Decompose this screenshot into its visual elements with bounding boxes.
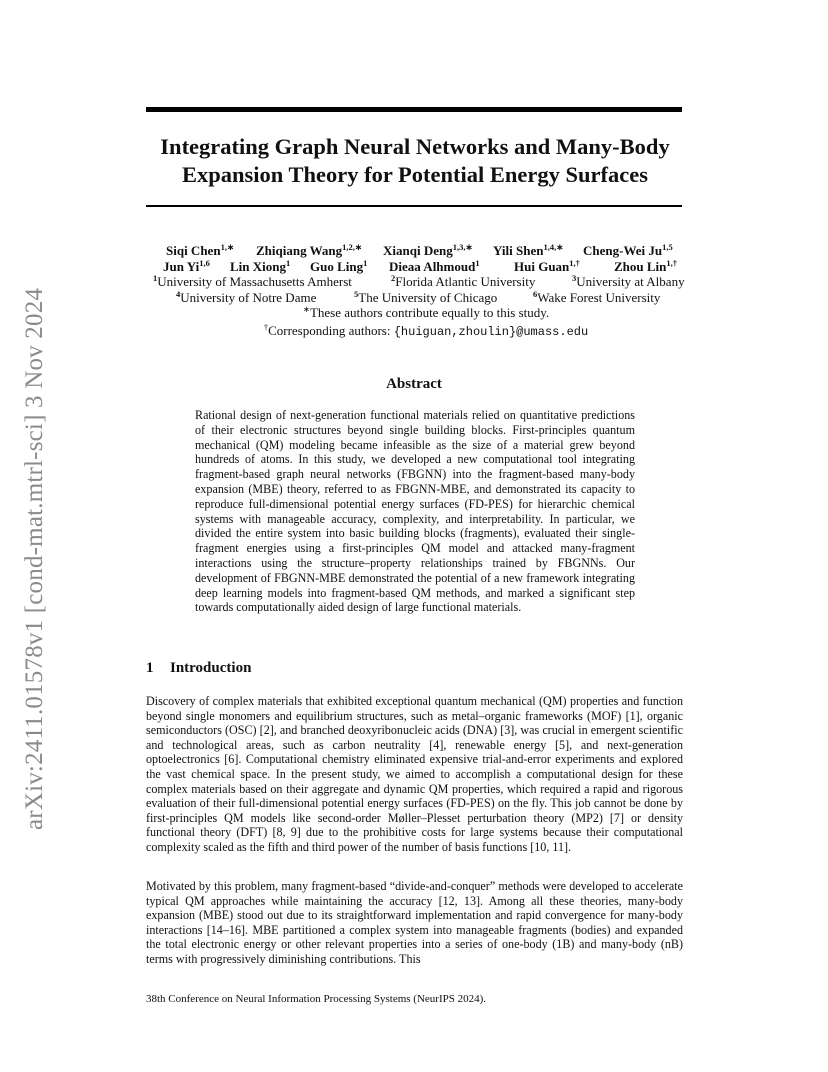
author: Cheng-Wei Ju$^{1,5}$ [583, 242, 673, 258]
affiliation: $^5$The University of Chicago [354, 288, 498, 305]
author: Xianqi Deng$^{1,3,∗}$ [383, 242, 473, 258]
authors-row-1 [146, 243, 706, 259]
equal-contribution-note: ∗These authors contribute equally to this study. [302, 304, 550, 320]
author: Dieaa Alhmoud$^1$ [389, 257, 480, 274]
author: Zhiqiang Wang$^{1,2,∗}$ [256, 242, 362, 258]
author: Hui Guan$^{1,\dagger}$ [514, 257, 580, 274]
section-title: Introduction [170, 660, 252, 676]
author: Zhou Lin$^{1,\dagger}$ [614, 257, 678, 274]
top-rule [146, 107, 682, 112]
corresponding-authors: †Corresponding authors: {huiguan,zhoulin}@umass.edu [263, 321, 589, 339]
email-link[interactable]: {huiguan,zhoulin}@umass.edu [393, 324, 589, 339]
affiliations-row-1 [146, 274, 706, 290]
intro-paragraph-2: Motivated by this problem, many fragment-based “divide-and-conquer” methods were developed to accelerate typical QM approaches while maintaining the accuracy [12, 13]. Among all these theories, many-body expansion (MBE) stood out due to its straightforward implementation and rapid convergence for many-body interactions [14–16]. MBE partitioned a complex system into manageable fragments (bodies) and expanded the total electronic energy or other relevant properties into a series of one-body (1B) and many-body (nB) terms with progressively diminishing contributions. This [146, 879, 683, 966]
section-number: 1 [146, 660, 154, 676]
author: Guo Ling$^1$ [310, 257, 368, 274]
affiliation: $^6$Wake Forest University [533, 288, 661, 305]
author: Yili Shen$^{1,4,∗}$ [493, 242, 564, 258]
conference-footer: 38th Conference on Neural Information Processing Systems (NeurIPS 2024). [146, 993, 487, 1005]
author-block [146, 243, 706, 338]
affiliation: $^2$Florida Atlantic University [391, 273, 536, 289]
affiliation: $^1$University of Massachusetts Amherst [153, 273, 352, 289]
arxiv-stamp[interactable]: arXiv:2411.01578v1 [cond-mat.mtrl-sci] 3 Nov 2024 [21, 287, 48, 830]
affiliations-row-2 [146, 290, 706, 306]
affiliation: $^4$University of Notre Dame [176, 288, 317, 305]
authors-row-2 [146, 259, 706, 275]
paper-title: Integrating Graph Neural Networks and Many-Body Expansion Theory for Potential Energy Surfaces [160, 134, 670, 187]
intro-paragraph-1: Discovery of complex materials that exhibited exceptional quantum mechanical (QM) properties and function beyond single monomers and equilibrium structures, such as metal–organic frameworks (MOF) [1], organic semiconductors (OSC) [2], and branched deoxyribonucleic acids (DNA) [3], was crucial in emergent scientific and technological areas, such as carbon neutrality [4], renewable energy [5], and next-generation optoelectronics [6]. Computational chemistry eliminated expensive trial-and-error experiments and explored the vast chemical space. In the present study, we aimed to accomplish a computational design for these complex materials based on their aggregate and dynamic QM properties, which required a rapid and rigorous evaluation of their full-dimensional potential energy surfaces (FD-PES) on the fly. This job cannot be done by first-principles QM models like second-order Møller–Plesset perturbation theory (MP2) [7] or density functional theory (DFT) [8, 9] due to the prohibitive costs for large systems because their computational complexity scaled as the fifth and third power of the number of basis functions [10, 11]. [146, 694, 683, 854]
abstract-text: Rational design of next-generation functional materials relied on quantitative predictions of their electronic structures beyond single building blocks. First-principles quantum mechanical (QM) modeling became infeasible as the size of a material grew beyond hundreds of atoms. In this study, we developed a new computational tool integrating fragment-based graph neural networks (FBGNN) into the fragment-based many-body expansion (MBE) theory, referred to as FBGNN-MBE, and demonstrated its capacity to reproduce full-dimensional potential energy surfaces (FD-PES) for hierarchic chemical systems with manageable accuracy, complexity, and interpretability. In particular, we divided the entire system into basic building blocks (fragments), evaluated their single-fragment energies using a first-principles QM model and attacked many-fragment interactions using the structure–property relationships trained by FBGNNs. Our development of FBGNN-MBE demonstrated the potential of a new framework integrating deep learning models into fragment-based QM methods, and marked a significant step towards computationally aided design of large functional materials. [195, 408, 635, 615]
author: Lin Xiong$^1$ [230, 257, 291, 274]
abstract-heading: Abstract [386, 376, 442, 392]
affiliation: $^3$University at Albany [572, 273, 685, 289]
author: Siqi Chen$^{1,∗}$ [166, 242, 235, 258]
section-heading [146, 660, 251, 677]
title-rule [146, 205, 682, 207]
author: Jun Yi$^{1,6}$ [163, 257, 210, 274]
